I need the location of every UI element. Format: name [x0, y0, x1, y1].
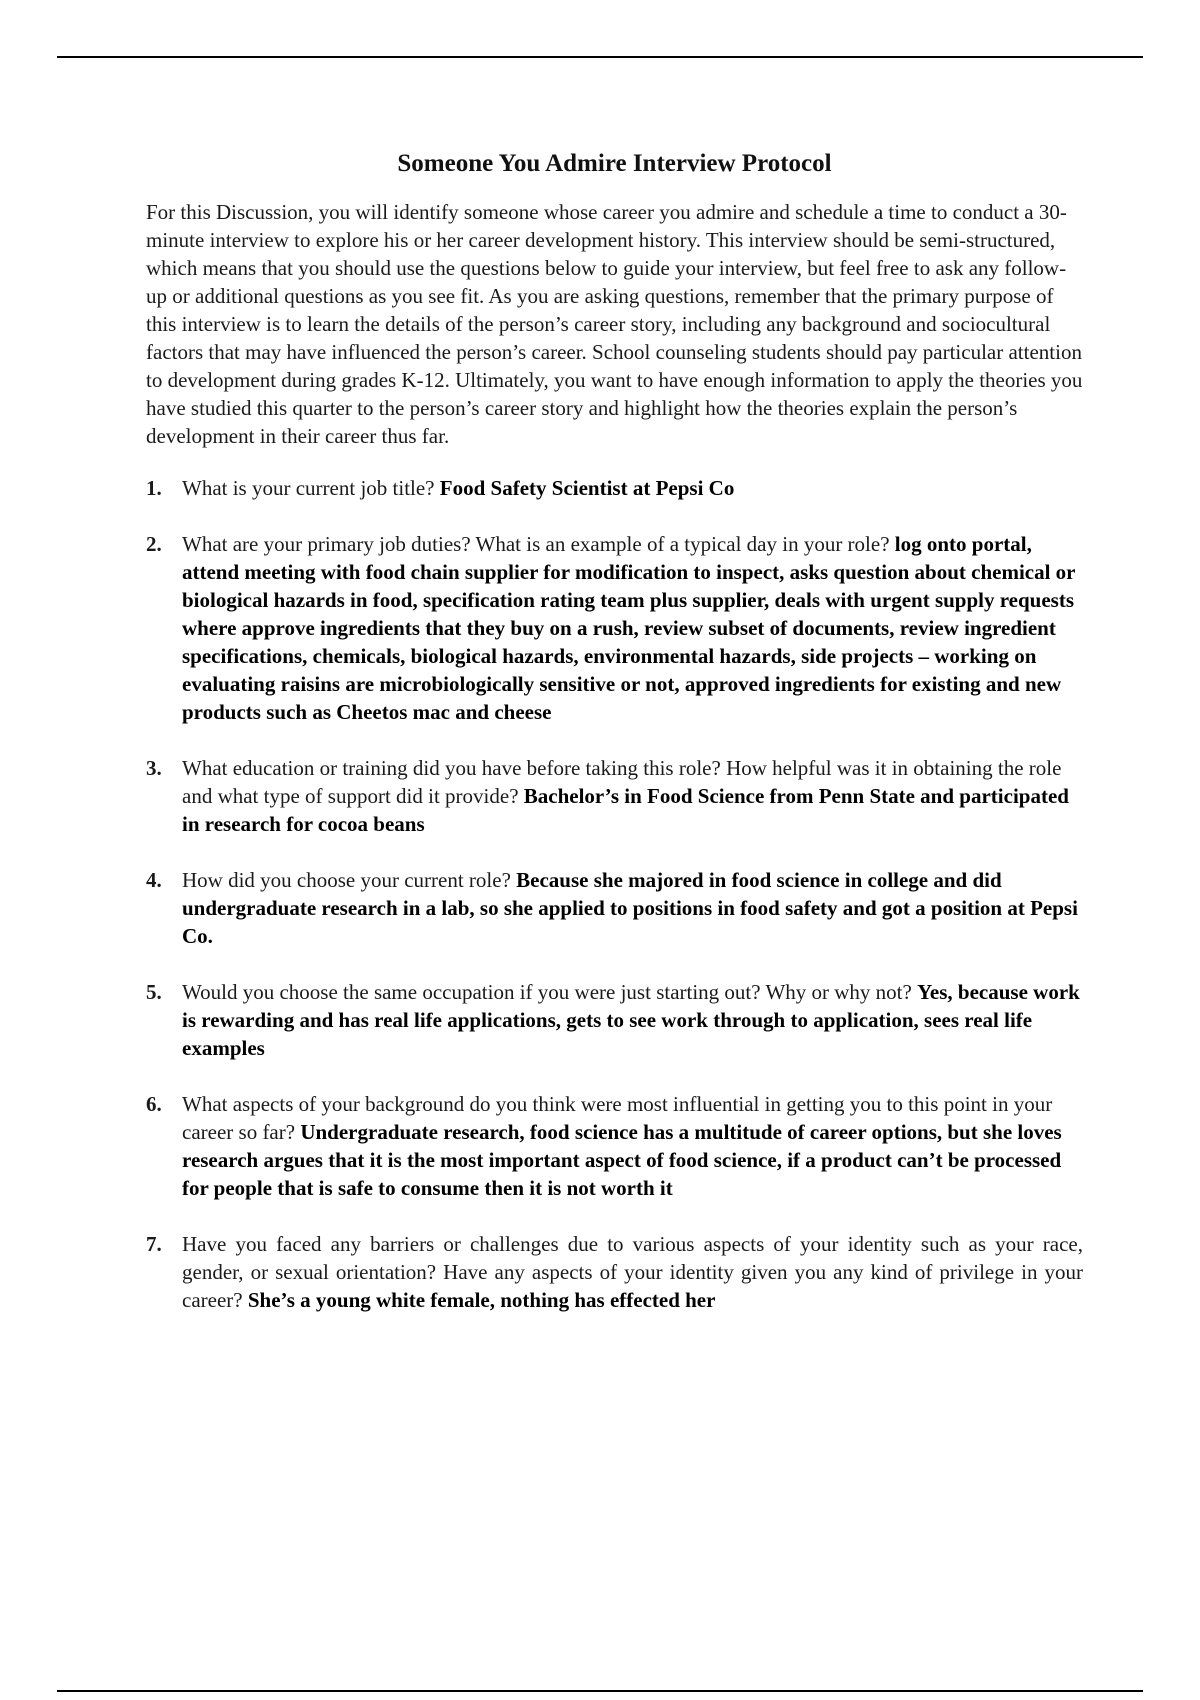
- question-item-4: [146, 866, 1083, 950]
- question-text: What aspects of your background do you think were most influential in getting you to this point in your career so far?: [182, 1092, 1053, 1144]
- answer-text: Bachelor’s in Food Science from Penn State and participated in research for cocoa beans: [182, 784, 1069, 836]
- document-title: Someone You Admire Interview Protocol: [397, 150, 832, 177]
- question-item-6: [146, 1090, 1083, 1202]
- question-number: 4.: [146, 868, 162, 892]
- answer-text: Yes, because work is rewarding and has real life applications, gets to see work through to application, sees real life examples: [182, 980, 1080, 1060]
- question-number: 5.: [146, 980, 162, 1004]
- question-number: 6.: [146, 1092, 162, 1116]
- question-text: What are your primary job duties? What is an example of a typical day in your role?: [182, 532, 890, 556]
- question-list: [146, 474, 1083, 1314]
- question-number: 7.: [146, 1232, 162, 1256]
- question-text: How did you choose your current role?: [182, 868, 511, 892]
- answer-text: She’s a young white female, nothing has effected her: [247, 1288, 716, 1312]
- answer-text: Undergraduate research, food science has a multitude of career options, but she loves research argues that it is the most important aspect of food science, if a product can’t be processed for people that is safe to consume then it is not worth it: [182, 1120, 1062, 1200]
- question-number: 3.: [146, 756, 162, 780]
- intro-paragraph: For this Discussion, you will identify someone whose career you admire and schedule a time to conduct a 30-minute interview to explore his or her career development history. This interview should be semi-structured, which means that you should use the questions below to guide your interview, but feel free to ask any follow-up or additional questions as you see fit. As you are asking questions, remember that the primary purpose of this interview is to learn the details of the person’s career story, including any background and sociocultural factors that may have influenced the person’s career. School counseling students should pay particular attention to development during grades K-12. Ultimately, you want to have enough information to apply the theories you have studied this quarter to the person’s career story and highlight how the theories explain the person’s development in their career thus far.: [146, 200, 1083, 448]
- header-rule: [57, 56, 1143, 58]
- question-text: What is your current job title?: [182, 476, 435, 500]
- footer-rule: [57, 1690, 1143, 1692]
- question-item-1: [146, 474, 1083, 502]
- question-text: Would you choose the same occupation if you were just starting out? Why or why not?: [182, 980, 912, 1004]
- question-item-3: [146, 754, 1083, 838]
- question-number: 2.: [146, 532, 162, 556]
- question-text: What education or training did you have before taking this role? How helpful was it in obtaining the role and what type of support did it provide?: [182, 756, 1062, 808]
- question-item-7: [146, 1230, 1083, 1314]
- answer-text: log onto portal, attend meeting with food chain supplier for modification to inspect, asks question about chemical or biological hazards in food, specification rating team plus supplier, deals with urgent supply requests where approve ingredients that they buy on a rush, review subset of documents, review ingredient specifications, chemicals, biological hazards, environmental hazards, side projects – working on evaluating raisins are microbiologically sensitive or not, approved ingredients for existing and new products such as Cheetos mac and cheese: [182, 532, 1076, 724]
- question-item-2: [146, 530, 1083, 726]
- question-number: 1.: [146, 476, 162, 500]
- answer-text: Because she majored in food science in college and did undergraduate research in a lab, so she applied to positions in food safety and got a position at Pepsi Co.: [182, 868, 1078, 948]
- document-body: [146, 148, 1083, 1342]
- answer-text: Food Safety Scientist at Pepsi Co: [439, 476, 735, 500]
- question-text: Have you faced any barriers or challenges due to various aspects of your identity such as your race, gender, or sexual orientation? Have any aspects of your identity given you any kind of privilege in your career?: [182, 1232, 1083, 1312]
- question-item-5: [146, 978, 1083, 1062]
